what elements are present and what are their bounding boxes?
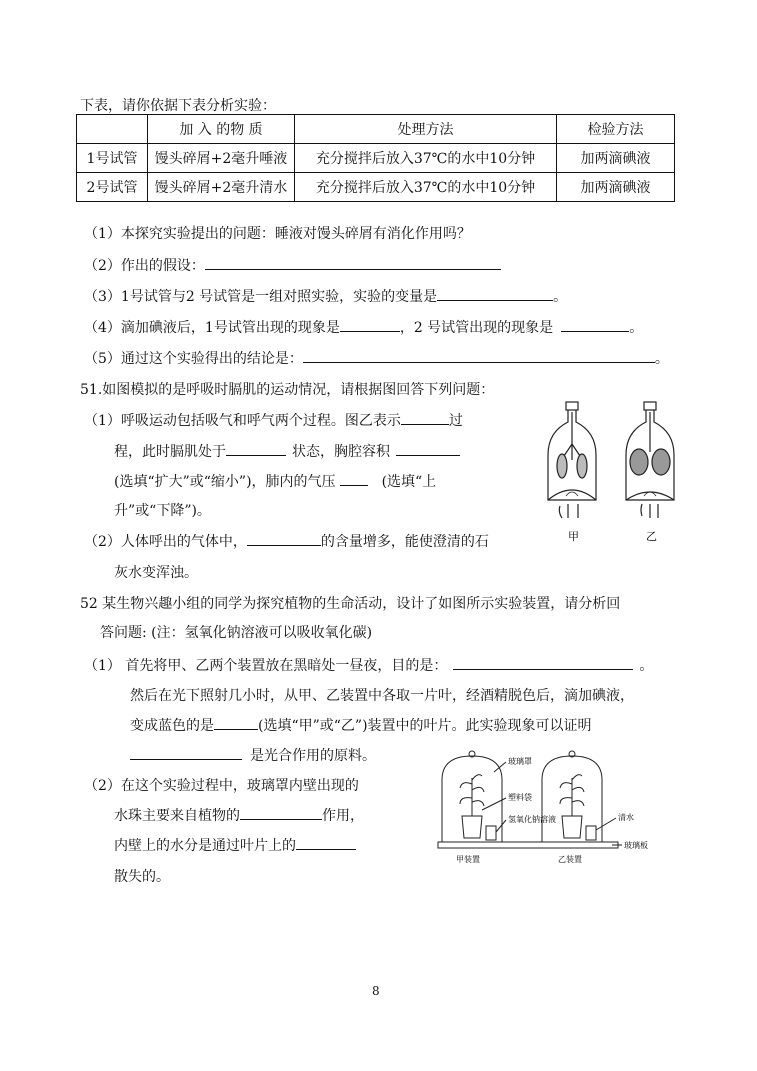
bell-jar-a-illustration [548,402,596,518]
answer-blank[interactable] [130,745,242,760]
q50-line-4-text-a: （4）滴加碘液后，1号试管出现的现象是 [84,320,340,336]
q51-text: （1）呼吸运动包括吸气和呼气两个过程。图乙表示 [84,413,401,429]
q52-text: 内壁上的水分是通过叶片上的 [114,838,296,854]
label-clear-water: 清水 [618,813,634,822]
glass-plate-illustration [438,842,618,848]
table-row [77,144,675,173]
table-header-cell: 处理方法 [295,115,557,144]
table-header-cell: 加 入 的物 质 [148,115,295,144]
q51-text: 状态，胸腔容积 [292,444,390,460]
answer-blank[interactable] [453,655,633,670]
q50-line-1: （1）本探究实验提出的问题：睡液对馒头碎屑有消化作用吗？ [84,226,471,242]
q52-line-5: （2）在这个实验过程中，玻璃罩内壁出现的 [84,778,359,794]
table-header-cell: 检验方法 [557,115,675,144]
q50-line-4-end: 。 [629,320,644,336]
page-number: 8 [372,984,380,998]
table-header-cell [77,115,148,144]
answer-blank[interactable] [401,410,449,425]
q52-title-line-2: 答问题: (注：氢氧化钠溶液可以吸收氧化碳) [100,625,373,641]
q50-line-3-end: 。 [553,289,568,305]
table-cell: 1号试管 [77,144,148,173]
q52-text: 是光合作用的原料。 [250,748,376,764]
label-plastic-bag: 塑料袋 [508,793,532,802]
answer-blank[interactable] [561,317,629,332]
q52-line-4 [130,745,376,765]
q50-line-4-text-b: ，2 号试管出现的现象是 [399,320,554,336]
answer-blank[interactable] [437,286,553,301]
q52-text: 变成蓝色的是 [130,718,214,734]
answer-blank[interactable] [214,715,258,730]
q52-text: (选填“甲”或“乙”)装置中的叶片。此实验现象可以证明 [258,718,592,734]
q51-line-6: 灰水变浑浊。 [114,565,198,581]
answer-blank[interactable] [303,348,655,363]
q51-text: (选填“上 [381,474,437,490]
q51-text: 过 [448,413,463,429]
q52-line-1 [84,655,653,675]
q50-line-2 [84,255,501,275]
q51-text: 程，此时膈肌处于 [114,444,226,460]
q51-text: (选填“扩大”或“缩小”)，肺内的气压 [114,474,336,490]
label-device-yi: 乙装置 [558,855,582,864]
answer-blank[interactable] [296,835,356,850]
q51-line-3 [114,471,436,491]
experiment-table [76,114,675,202]
answer-blank[interactable] [240,805,322,820]
q52-text: 作用， [322,808,364,824]
answer-blank[interactable] [226,441,286,456]
answer-blank[interactable] [340,471,368,486]
q52-line-8: 散失的。 [114,869,170,885]
table-row [77,173,675,202]
breathing-model-figure [538,400,688,552]
q51-line-2 [114,441,460,461]
photosynthesis-apparatus-figure [432,750,692,870]
label-device-jia: 甲装置 [456,855,480,864]
answer-blank[interactable] [396,441,460,456]
q51-line-4: 升”或“下降”)。 [114,503,211,519]
figure-label-yi: 乙 [646,530,657,543]
table-cell: 充分搅拌后放入37℃的水中10分钟 [295,173,557,202]
q50-line-4 [84,317,643,337]
answer-blank[interactable] [340,317,400,332]
bell-jar-b-illustration [626,402,674,518]
table-cell: 加两滴碘液 [557,144,675,173]
answer-blank[interactable] [205,255,501,270]
q50-line-5-end: 。 [654,351,669,367]
answer-blank[interactable] [247,531,321,546]
q50-line-5-text: （5）通过这个实验得出的结论是： [84,351,303,367]
q50-line-3-text: （3）1号试管与2 号试管是一组对照实验，实验的变量是 [84,289,438,305]
q51-text: （2）人体呼出的气体中， [84,534,247,550]
q50-line-2-text: （2）作出的假设： [84,258,205,274]
q52-line-3 [130,715,592,735]
q51-line-5 [84,531,489,551]
label-naoh-solution: 氢氧化钠溶液 [508,815,556,824]
q50-line-5 [84,348,669,368]
label-glass-plate: 玻璃板 [624,841,648,850]
q52-line-7 [114,835,356,855]
table-cell: 2号试管 [77,173,148,202]
q52-text: （1） 首先将甲、乙两个装置放在黑暗处一昼夜，目的是： [84,658,448,674]
table-cell: 馒头碎屑+2毫升唾液 [148,144,295,173]
intro-text: 下表，请你依据下表分析实验： [80,98,276,114]
table-cell: 充分搅拌后放入37℃的水中10分钟 [295,144,557,173]
table-cell: 加两滴碘液 [557,173,675,202]
figure-label-jia: 甲 [568,530,579,543]
q51-line-1 [84,410,463,430]
q51-text: 的含量增多，能使澄清的石 [320,534,489,550]
table-cell: 馒头碎屑+2毫升清水 [148,173,295,202]
table-header-row [77,115,675,144]
q52-title-line-1: 52 某生物兴趣小组的同学为探究植物的生命活动，设计了如图所示实验装置，请分析回 [80,596,621,612]
q50-line-3 [84,286,567,306]
q52-line-6 [114,805,364,825]
q51-title: 51.如图模拟的是呼吸时膈肌的运动情况，请根据图回答下列问题： [80,382,495,398]
label-bell-jar: 玻璃罩 [508,757,532,766]
q52-text: 。 [639,658,654,674]
q52-line-2: 然后在光下照射几小时，从甲、乙装置中各取一片叶，经酒精脱色后，滴加碘液， [130,688,634,704]
q52-text: 水珠主要来自植物的 [114,808,240,824]
